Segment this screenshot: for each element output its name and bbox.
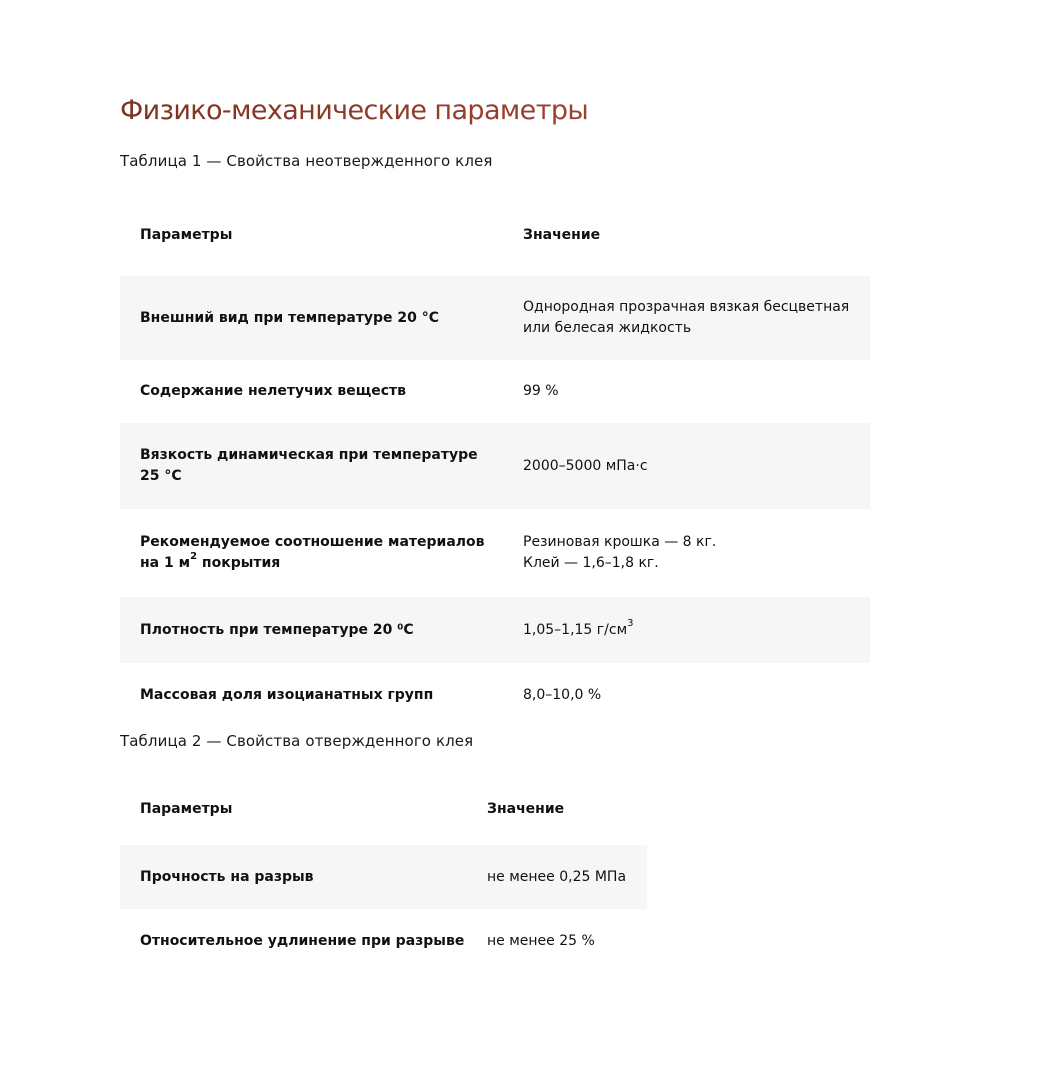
param-line: Рекомендуемое соотношение материалов xyxy=(140,534,485,550)
header-value: Значение xyxy=(487,801,565,817)
param-cell: Массовая доля изоцианатных групп xyxy=(140,686,434,703)
param-cell xyxy=(120,423,503,509)
param-cell: Плотность при температуре 20 ⁰С xyxy=(120,597,503,663)
value-line: Клей — 1,6–1,8 кг. xyxy=(523,555,659,571)
superscript: 3 xyxy=(627,617,634,629)
table-row xyxy=(120,845,647,909)
table-row xyxy=(120,663,870,727)
value-line: или белесая жидкость xyxy=(523,320,692,336)
param-cell xyxy=(120,509,503,597)
value-cell xyxy=(503,509,870,597)
table2-caption: Таблица 2 — Свойства отвержденного клея xyxy=(120,732,474,750)
table-header-row xyxy=(120,194,870,276)
table-header-row xyxy=(120,774,647,845)
param-line: Вязкость динамическая при температуре xyxy=(140,447,478,463)
table-row xyxy=(120,597,870,663)
value-cell: не менее 0,25 МПа xyxy=(467,845,647,909)
table-row xyxy=(120,423,870,509)
param-cell: Содержание нелетучих веществ xyxy=(140,383,407,399)
value-cell: 2000–5000 мПа·с xyxy=(503,423,870,509)
table-row xyxy=(120,276,870,360)
header-value: Значение xyxy=(523,226,601,243)
superscript: 2 xyxy=(190,551,198,563)
value-cell: не менее 25 % xyxy=(487,932,595,949)
table-row xyxy=(120,509,870,597)
param-cell: Относительное удлинение при разрыве xyxy=(140,932,465,949)
param-line: 25 °С xyxy=(140,468,182,484)
value-cell xyxy=(503,597,870,663)
param-line: покрытия xyxy=(197,555,281,571)
value-line: Резиновая крошка — 8 кг. xyxy=(523,534,717,550)
param-cell: Прочность на разрыв xyxy=(120,845,467,909)
header-param: Параметры xyxy=(140,801,233,817)
value-text: 1,05–1,15 г/см xyxy=(523,621,628,638)
page-title: Физико-механические параметры xyxy=(120,93,870,129)
table-cured-properties xyxy=(120,774,647,973)
param-line: на 1 м xyxy=(140,555,191,571)
content xyxy=(120,93,870,973)
value-cell: 99 % xyxy=(523,383,559,399)
table-row xyxy=(120,909,647,973)
param-cell: Внешний вид при температуре 20 °С xyxy=(120,276,503,360)
table1-caption: Таблица 1 — Свойства неотвержденного клея xyxy=(120,152,493,170)
value-line: Однородная прозрачная вязкая бесцветная xyxy=(523,299,850,315)
table-row xyxy=(120,360,870,423)
value-cell xyxy=(503,276,870,360)
header-param: Параметры xyxy=(140,226,233,243)
value-cell: 8,0–10,0 % xyxy=(523,686,602,703)
table-uncured-properties xyxy=(120,194,870,727)
